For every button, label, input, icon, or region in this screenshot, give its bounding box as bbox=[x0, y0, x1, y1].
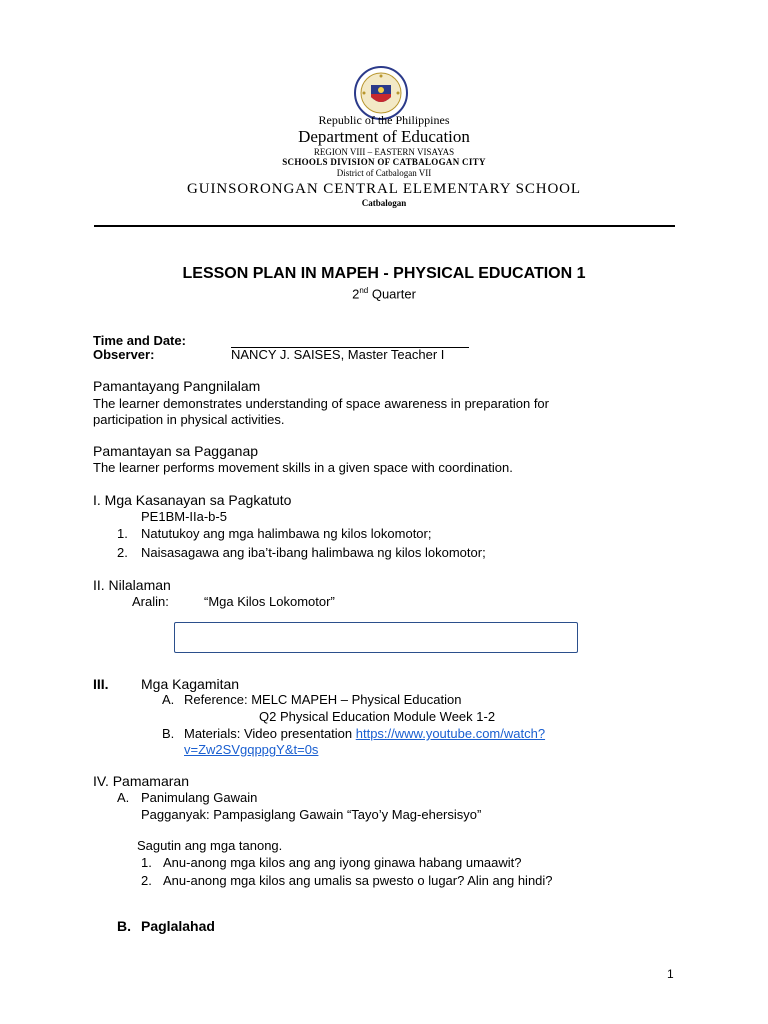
section2-heading: II. Nilalaman bbox=[93, 577, 171, 593]
header-divider bbox=[94, 225, 675, 227]
video-link-continued[interactable]: v=Zw2SVgqppgY&t=0s bbox=[184, 742, 319, 757]
deped-seal-icon bbox=[354, 66, 408, 120]
school-name: GUINSORONGAN CENTRAL ELEMENTARY SCHOOL bbox=[187, 181, 581, 197]
materials-label: B. bbox=[162, 726, 175, 741]
page-number: 1 bbox=[667, 967, 674, 981]
subsection-a-heading: Panimulang Gawain bbox=[141, 790, 258, 805]
division-line: SCHOOLS DIVISION OF CATBALOGAN CITY bbox=[282, 157, 486, 167]
observer-label: Observer: bbox=[93, 347, 155, 362]
list-item: Natutukoy ang mga halimbawa ng kilos lokomotor; bbox=[141, 526, 432, 541]
republic-line: Republic of the Philippines bbox=[318, 113, 450, 127]
region-line: REGION VIII – EASTERN VISAYAS bbox=[313, 147, 455, 157]
content-standard-heading: Pamantayang Pangnilalam bbox=[93, 378, 261, 394]
reference-text: Reference: MELC MAPEH – Physical Education bbox=[184, 692, 462, 707]
time-date-label: Time and Date: bbox=[93, 333, 186, 348]
performance-standard-heading: Pamantayan sa Pagganap bbox=[93, 443, 259, 459]
pagganyak-line: Pagganyak: Pampasiglang Gawain “Tayo’y Mag-ehersisyo” bbox=[141, 807, 482, 822]
aralin-value: “Mga Kilos Lokomotor” bbox=[204, 594, 335, 609]
district-line: District of Catbalogan VII bbox=[336, 168, 432, 178]
materials-line bbox=[184, 726, 545, 742]
observer-value: NANCY J. SAISES, Master Teacher I bbox=[231, 347, 445, 362]
subsection-b-heading: Paglalahad bbox=[141, 918, 215, 934]
list-item: Naisasagawa ang iba’t-ibang halimbawa ng kilos lokomotor; bbox=[141, 545, 486, 560]
list-item-number: 2. bbox=[141, 873, 152, 888]
materials-text: Materials: Video presentation bbox=[184, 726, 356, 741]
time-date-field bbox=[231, 333, 469, 348]
department-line: Department of Education bbox=[298, 127, 470, 146]
video-link[interactable]: https://www.youtube.com/watch? bbox=[355, 726, 546, 741]
performance-standard-text: The learner performs movement skills in a given space with coordination. bbox=[93, 460, 513, 475]
sagutin-line: Sagutin ang mga tanong. bbox=[137, 838, 283, 853]
subsection-b-label: B. bbox=[117, 918, 131, 934]
section1-heading: I. Mga Kasanayan sa Pagkatuto bbox=[93, 492, 292, 508]
town-line: Catbalogan bbox=[361, 198, 407, 208]
list-item-number: 1. bbox=[141, 855, 152, 870]
subsection-a-label: A. bbox=[117, 790, 130, 805]
list-item: Anu-anong mga kilos ang umalis sa pwesto o lugar? Alin ang hindi? bbox=[163, 873, 553, 888]
section3-heading: Mga Kagamitan bbox=[141, 676, 240, 692]
reference-label: A. bbox=[162, 692, 175, 707]
empty-text-box bbox=[174, 622, 578, 653]
reference-text-2: Q2 Physical Education Module Week 1-2 bbox=[259, 709, 496, 724]
competency-code: PE1BM-IIa-b-5 bbox=[141, 509, 227, 524]
lesson-plan-title: LESSON PLAN IN MAPEH - PHYSICAL EDUCATION 1 bbox=[182, 265, 586, 282]
list-item-number: 1. bbox=[117, 526, 128, 541]
quarter-line: 2nd Quarter bbox=[352, 286, 416, 302]
list-item: Anu-anong mga kilos ang ang iyong ginawa habang umaawit? bbox=[163, 855, 522, 870]
section4-heading: IV. Pamamaran bbox=[93, 773, 189, 789]
aralin-label: Aralin: bbox=[132, 594, 169, 609]
section3-number: III. bbox=[93, 676, 109, 692]
content-standard-line2: participation in physical activities. bbox=[93, 412, 285, 427]
content-standard-line1: The learner demonstrates understanding of space awareness in preparation for bbox=[93, 396, 549, 411]
list-item-number: 2. bbox=[117, 545, 128, 560]
